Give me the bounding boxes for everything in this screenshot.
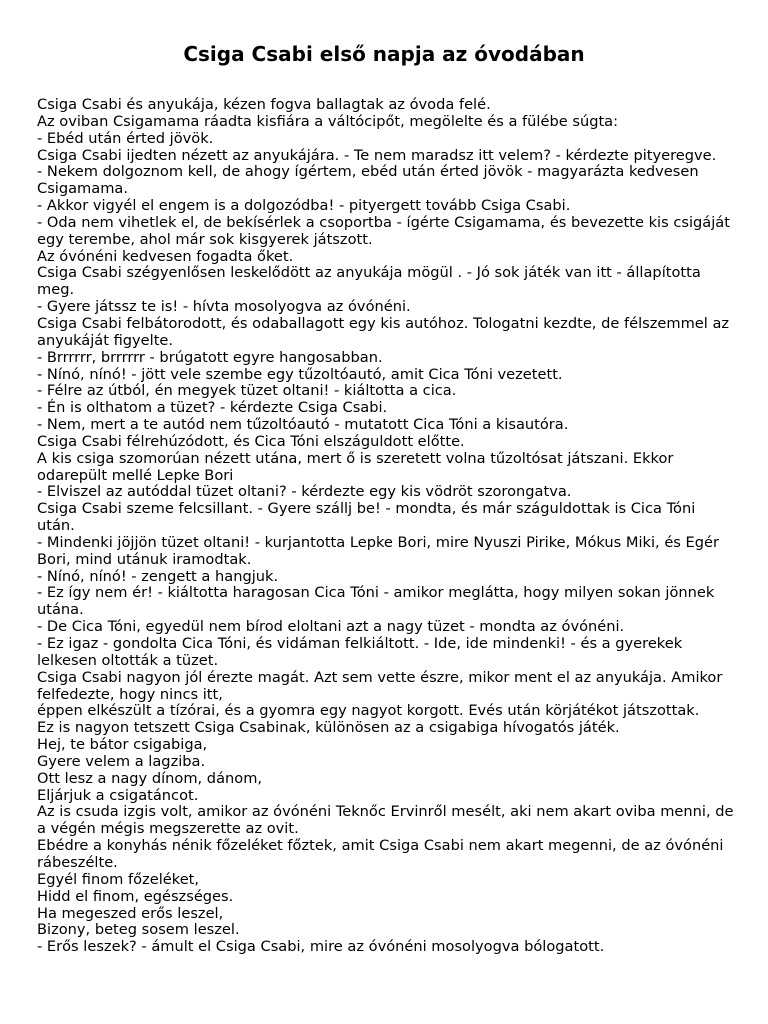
story-line: Csiga Csabi szégyenlősen leskelődött az anyukája mögül . - Jó sok játék van itt - állapította meg. [37, 264, 701, 299]
poem-line: Ott lesz a nagy dínom, dánom, [37, 769, 263, 787]
story-body [37, 97, 737, 956]
story-line: - Nem, mert a te autód nem tűzoltóautó - mutatott Cica Tóni a kisautóra. [37, 416, 569, 434]
story-line: - De Cica Tóni, egyedül nem bírod eloltani azt a nagy tüzet - mondta az óvónéni. [37, 618, 625, 636]
story-line: - Ez így nem ér! - kiáltotta haragosan Cica Tóni - amikor meglátta, hogy milyen sokan jönnek utána. [37, 584, 715, 619]
story-line: Csiga Csabi felbátorodott, és odaballagott egy kis autóhoz. Tologatni kezdte, de félszemmel az anyukáját figyelte. [37, 314, 730, 349]
story-line: Az óvónéni kedvesen fogadta őket. [37, 247, 294, 265]
story-line: - Ebéd után érted jövök. [37, 129, 214, 147]
story-line: - Erős leszek? - ámult el Csiga Csabi, mire az óvónéni mosolyogva bólogatott. [37, 938, 605, 956]
story-line: - Nekem dolgoznom kell, de ahogy ígértem, ebéd után érted jövök - magyarázta kedvesen Csigamama. [37, 163, 699, 198]
story-line: éppen elkészült a tízórai, és a gyomra egy nagyot korgott. Evés után körjátékot játszottak. [37, 702, 700, 720]
poem-line: Eljárjuk a csigatáncot. [37, 786, 199, 804]
poem-line: Egyél finom főzeléket, [37, 870, 200, 888]
story-line: - Akkor vigyél el engem is a dolgozódba! - pityergett tovább Csiga Csabi. [37, 197, 571, 215]
story-line: Csiga Csabi ijedten nézett az anyukájára. - Te nem maradsz itt velem? - kérdezte pityeregve. [37, 146, 717, 164]
story-line: Csiga Csabi és anyukája, kézen fogva ballagtak az óvoda felé. [37, 96, 491, 113]
story-line: - Ez igaz - gondolta Cica Tóni, és vidáman felkiáltott. - Ide, ide mindenki! - és a gyerekek lelkesen oltották a tüzet. [37, 635, 683, 669]
story-line: - Elviszel az autóddal tüzet oltani? - kérdezte egy kis vödröt szorongatva. [37, 483, 572, 501]
poem-line: Bizony, beteg sosem leszel. [37, 921, 240, 939]
document-title: Csiga Csabi első napja az óvodában [183, 42, 585, 66]
story-line: A kis csiga szomorúan nézett utána, mert ő is szeretett volna tűzoltósat játszani. Ekkor odarepült mellé Lepke Bori [37, 449, 674, 484]
poem-line: Hidd el finom, egészséges. [37, 887, 234, 905]
story-line: Csiga Csabi nagyon jól érezte magát. Azt sem vette észre, mikor ment el az anyukája. Amikor felfedezte, hogy nincs itt, [37, 668, 723, 703]
poem-line: Gyere velem a lagziba. [37, 752, 206, 770]
poem-line: Ha megeszed erős leszel, [37, 904, 224, 922]
story-line: - Félre az útból, én megyek tüzet oltani! - kiáltotta a cica. [37, 382, 457, 400]
story-line: - Nínó, nínó! - zengett a hangjuk. [37, 567, 279, 585]
story-line: - Oda nem vihetlek el, de bekísérlek a csoportba - ígérte Csigamama, és bevezette kis csigáját egy terembe, ahol már sok kisgyerek játszott. [37, 213, 730, 248]
story-line: - Én is olthatom a tüzet? - kérdezte Csiga Csabi. [37, 399, 388, 417]
story-line: Az oviban Csigamama ráadta kisfiára a váltócipőt, megölelte és a fülébe súgta: [37, 112, 619, 130]
story-line: - Nínó, nínó! - jött vele szembe egy tűzoltóautó, amit Cica Tóni vezetett. [37, 365, 563, 383]
story-line: - Gyere játssz te is! - hívta mosolyogva az óvónéni. [37, 298, 411, 316]
story-line: Csiga Csabi szeme felcsillant. - Gyere szállj be! - mondta, és már száguldottak is Cica Tóni után. [37, 500, 696, 535]
story-line: - Mindenki jöjjön tüzet oltani! - kurjantotta Lepke Bori, mire Nyuszi Pirike, Mókus Miki, és Egér Bori, mind utánuk iramodtak. [37, 533, 720, 568]
story-line: Ez is nagyon tetszett Csiga Csabinak, különösen az a csigabiga hívogatós játék. [37, 719, 620, 737]
story-line: Az is csuda izgis volt, amikor az óvónéni Teknőc Ervinről mesélt, aki nem akart oviba menni, de a végén mégis megszerette az ovit. [37, 803, 734, 838]
poem-line: Hej, te bátor csigabiga, [37, 736, 208, 754]
story-line: - Brrrrrr, brrrrrr - brúgatott egyre hangosabban. [37, 348, 383, 366]
story-line: Csiga Csabi félrehúzódott, és Cica Tóni elszáguldott előtte. [37, 432, 465, 450]
story-line: Ebédre a konyhás nénik főzeléket főztek, amit Csiga Csabi nem akart megenni, de az óvónéni rábeszélte. [37, 837, 724, 871]
